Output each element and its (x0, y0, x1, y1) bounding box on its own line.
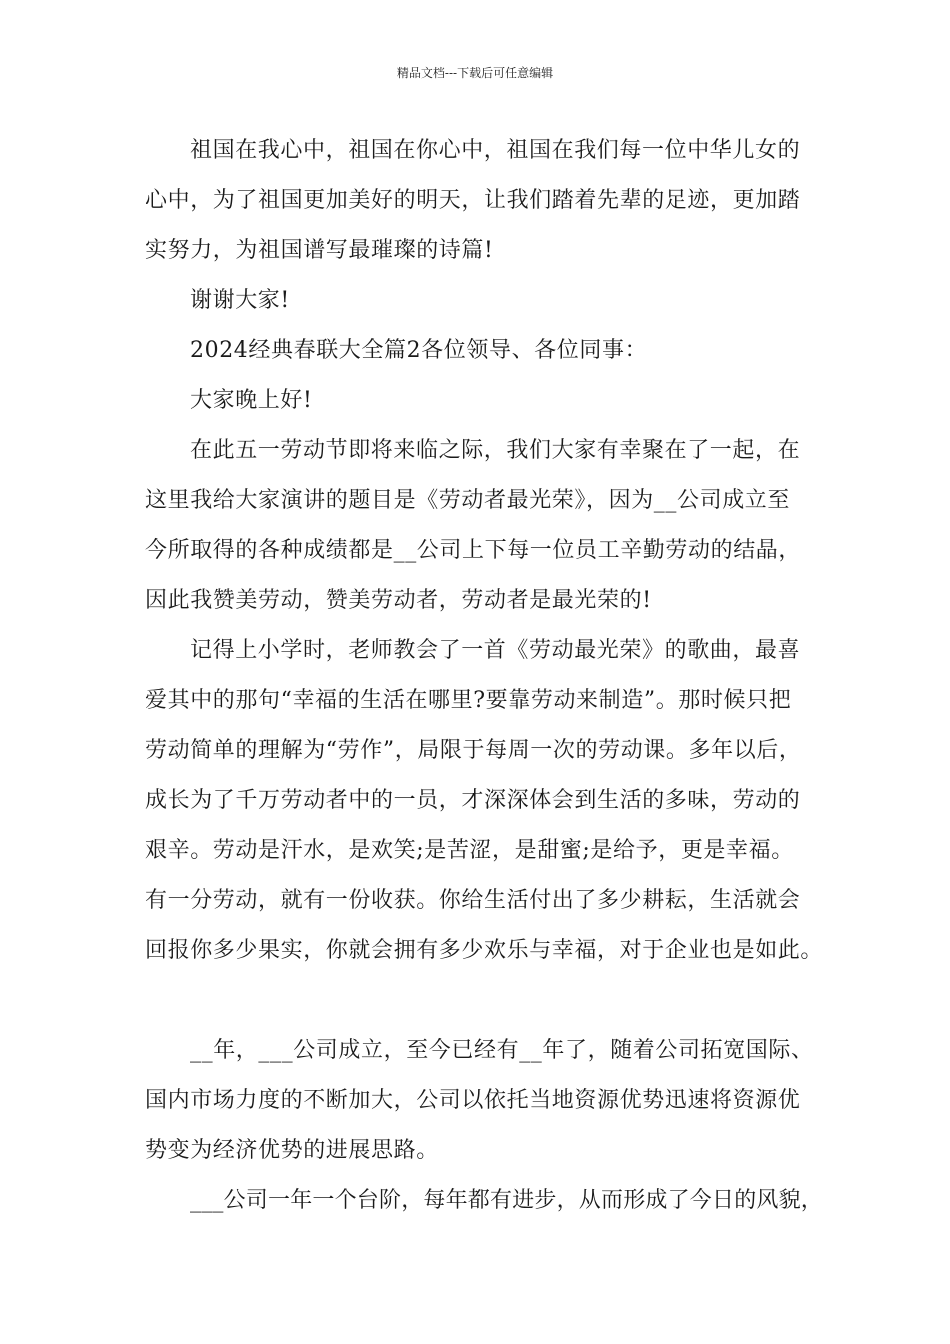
text-line: 今所取得的各种成绩都是__公司上下每一位员工辛勤劳动的结晶， (145, 538, 802, 563)
text-line: 在此五一劳动节即将来临之际，我们大家有幸聚在了一起，在 (190, 438, 801, 463)
text-line: 回报你多少果实，你就会拥有多少欢乐与幸福，对于企业也是如此。 (145, 938, 824, 963)
text-line: 劳动简单的理解为“劳作”，局限于每周一次的劳动课。多年以后， (145, 738, 802, 763)
text-line: 国内市场力度的不断加大，公司以依托当地资源优势迅速将资源优 (145, 1088, 801, 1113)
text-line: 成长为了千万劳动者中的一员，才深深体会到生活的多味，劳动的 (145, 788, 801, 813)
text-line: 记得上小学时，老师教会了一首《劳动最光荣》的歌曲，最喜 (190, 638, 801, 663)
text-line: ___公司一年一个台阶，每年都有进步，从而形成了今日的风貌， (190, 1188, 824, 1213)
text-line: 心中，为了祖国更加美好的明天，让我们踏着先辈的足迹，更加踏 (145, 188, 801, 213)
text-line: 势变为经济优势的进展思路。 (145, 1138, 439, 1163)
text-line: 因此我赞美劳动，赞美劳动者，劳动者是最光荣的! (145, 588, 652, 613)
text-line: 这里我给大家演讲的题目是《劳动者最光荣》，因为__公司成立至 (145, 488, 791, 513)
text-line: 谢谢大家! (190, 288, 290, 313)
text-line: 大家晚上好! (190, 388, 313, 413)
text-line: __年，___公司成立，至今已经有__年了，随着公司拓宽国际、 (190, 1038, 814, 1063)
page-header: 精品文档---下载后可任意编辑 (396, 66, 554, 80)
text-line: 艰辛。劳动是汗水，是欢笑;是苦涩，是甜蜜;是给予，更是幸福。 (145, 838, 794, 863)
text-line: 有一分劳动，就有一份收获。你给生活付出了多少耕耘，生活就会 (145, 888, 801, 913)
text-line: 实努力，为祖国谱写最璀璨的诗篇! (145, 238, 494, 263)
text-line: 爱其中的那句“幸福的生活在哪里?要靠劳动来制造”。那时候只把 (145, 688, 792, 713)
text-line: 2024经典春联大全篇2各位领导、各位同事： (190, 338, 648, 363)
text-line: 祖国在我心中，祖国在你心中，祖国在我们每一位中华儿女的 (190, 138, 801, 163)
